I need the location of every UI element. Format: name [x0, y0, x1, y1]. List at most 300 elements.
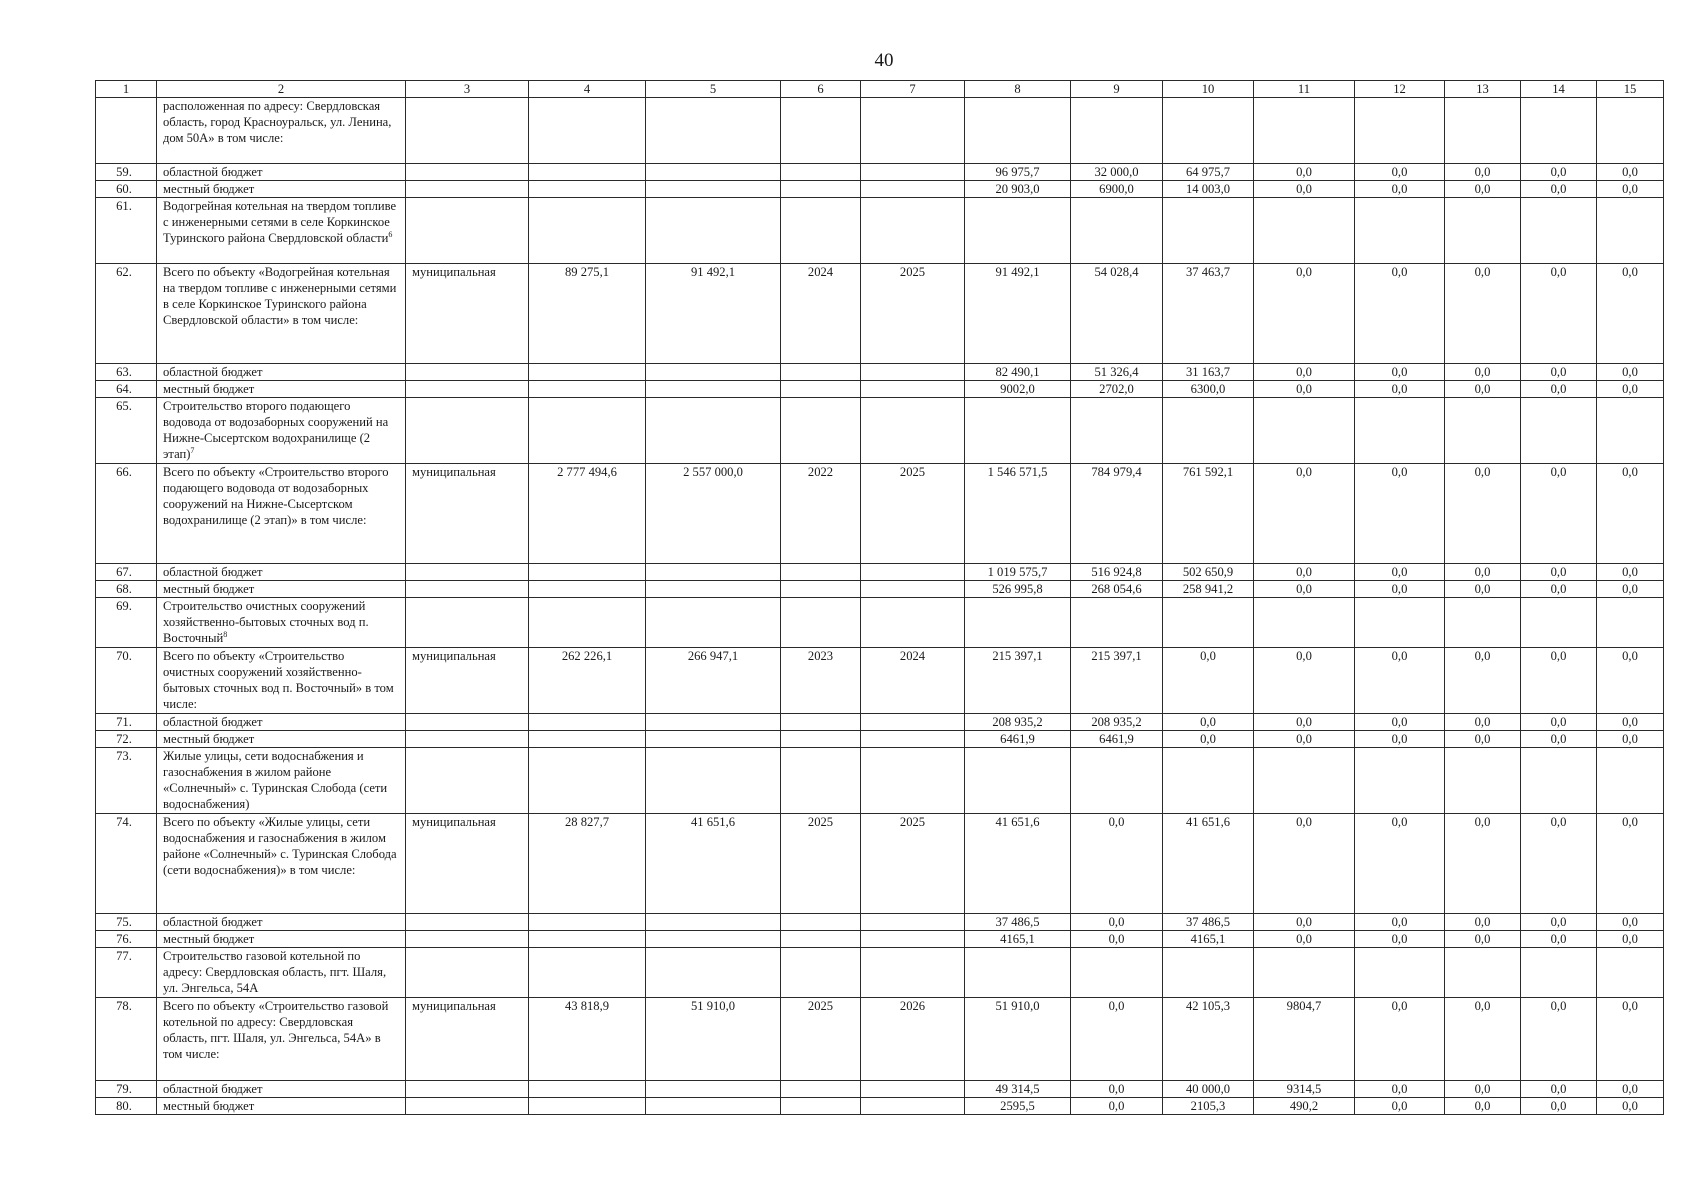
header-cell: 11	[1254, 81, 1355, 98]
value-cell: 40 000,0	[1163, 1081, 1254, 1098]
value-cell: 0,0	[1163, 714, 1254, 731]
value-cell: 0,0	[1521, 581, 1597, 598]
value-cell: 0,0	[1445, 181, 1521, 198]
header-cell: 5	[646, 81, 781, 98]
value-cell	[529, 398, 646, 464]
object-name	[157, 998, 406, 1081]
value-cell: 0,0	[1521, 564, 1597, 581]
value-cell: 0,0	[1445, 581, 1521, 598]
value-cell	[781, 181, 861, 198]
value-cell: 0,0	[1521, 264, 1597, 364]
object-name	[157, 914, 406, 931]
value-cell: 215 397,1	[965, 648, 1071, 714]
object-name-text: местный бюджет	[163, 932, 255, 946]
row-number: 71.	[96, 714, 157, 731]
ownership-type	[406, 198, 529, 264]
value-cell: 0,0	[1597, 381, 1664, 398]
value-cell	[1597, 398, 1664, 464]
object-name	[157, 1098, 406, 1115]
table-row	[96, 948, 1664, 998]
value-cell: 0,0	[1071, 1081, 1163, 1098]
value-cell	[529, 931, 646, 948]
value-cell: 2025	[861, 814, 965, 914]
value-cell: 526 995,8	[965, 581, 1071, 598]
value-cell	[861, 98, 965, 164]
value-cell: 82 490,1	[965, 364, 1071, 381]
value-cell	[861, 1081, 965, 1098]
value-cell: 91 492,1	[646, 264, 781, 364]
object-name-text: областной бюджет	[163, 565, 263, 579]
ownership-type	[406, 931, 529, 948]
object-name	[157, 731, 406, 748]
header-cell: 8	[965, 81, 1071, 98]
value-cell	[1445, 198, 1521, 264]
value-cell: 0,0	[1254, 164, 1355, 181]
header-cell: 13	[1445, 81, 1521, 98]
value-cell: 89 275,1	[529, 264, 646, 364]
object-name	[157, 581, 406, 598]
value-cell: 0,0	[1071, 1098, 1163, 1115]
object-name-text: областной бюджет	[163, 165, 263, 179]
row-number: 75.	[96, 914, 157, 931]
row-number: 78.	[96, 998, 157, 1081]
value-cell	[781, 381, 861, 398]
value-cell: 42 105,3	[1163, 998, 1254, 1081]
table-row	[96, 1081, 1664, 1098]
value-cell: 96 975,7	[965, 164, 1071, 181]
value-cell: 0,0	[1355, 814, 1445, 914]
value-cell: 0,0	[1254, 931, 1355, 948]
value-cell	[1445, 98, 1521, 164]
object-name-text: областной бюджет	[163, 1082, 263, 1096]
value-cell: 215 397,1	[1071, 648, 1163, 714]
ownership-type: муниципальная	[406, 814, 529, 914]
value-cell	[1445, 398, 1521, 464]
header-cell: 3	[406, 81, 529, 98]
value-cell: 0,0	[1521, 714, 1597, 731]
value-cell	[1254, 198, 1355, 264]
value-cell	[1355, 748, 1445, 814]
object-name-text: Строительство газовой котельной по адресу: Свердловская область, пгт. Шаля, ул. Энгельса, 54А	[163, 949, 387, 995]
table-row	[96, 748, 1664, 814]
row-number	[96, 98, 157, 164]
value-cell: 0,0	[1355, 381, 1445, 398]
value-cell	[646, 914, 781, 931]
header-cell: 2	[157, 81, 406, 98]
value-cell: 0,0	[1597, 164, 1664, 181]
value-cell: 51 910,0	[965, 998, 1071, 1081]
value-cell	[861, 748, 965, 814]
table-row	[96, 714, 1664, 731]
value-cell	[965, 98, 1071, 164]
value-cell: 0,0	[1355, 998, 1445, 1081]
value-cell	[1445, 948, 1521, 998]
header-row	[96, 81, 1664, 98]
value-cell	[965, 948, 1071, 998]
row-number: 63.	[96, 364, 157, 381]
value-cell	[861, 948, 965, 998]
value-cell: 0,0	[1254, 648, 1355, 714]
row-number: 61.	[96, 198, 157, 264]
value-cell: 0,0	[1355, 181, 1445, 198]
value-cell	[646, 181, 781, 198]
value-cell	[781, 364, 861, 381]
ownership-type	[406, 164, 529, 181]
ownership-type	[406, 731, 529, 748]
value-cell: 0,0	[1254, 464, 1355, 564]
value-cell	[781, 581, 861, 598]
value-cell: 9002,0	[965, 381, 1071, 398]
row-number: 68.	[96, 581, 157, 598]
value-cell: 0,0	[1521, 1098, 1597, 1115]
value-cell: 0,0	[1254, 814, 1355, 914]
value-cell: 0,0	[1254, 914, 1355, 931]
ownership-type	[406, 364, 529, 381]
object-name	[157, 598, 406, 648]
value-cell: 0,0	[1521, 648, 1597, 714]
object-name	[157, 1081, 406, 1098]
value-cell: 2595,5	[965, 1098, 1071, 1115]
table-body	[96, 81, 1664, 1115]
ownership-type: муниципальная	[406, 264, 529, 364]
object-name	[157, 814, 406, 914]
footnote-mark: 6	[388, 229, 393, 239]
value-cell: 4165,1	[1163, 931, 1254, 948]
value-cell	[646, 398, 781, 464]
value-cell	[1163, 598, 1254, 648]
value-cell	[861, 564, 965, 581]
value-cell: 0,0	[1445, 814, 1521, 914]
table-row	[96, 914, 1664, 931]
table-row	[96, 381, 1664, 398]
value-cell	[1597, 748, 1664, 814]
value-cell: 262 226,1	[529, 648, 646, 714]
value-cell: 0,0	[1597, 1098, 1664, 1115]
value-cell	[1521, 398, 1597, 464]
value-cell	[1163, 748, 1254, 814]
value-cell: 6461,9	[1071, 731, 1163, 748]
object-name	[157, 648, 406, 714]
value-cell: 0,0	[1355, 164, 1445, 181]
value-cell: 43 818,9	[529, 998, 646, 1081]
value-cell: 0,0	[1355, 931, 1445, 948]
table-row	[96, 731, 1664, 748]
header-cell: 1	[96, 81, 157, 98]
value-cell: 0,0	[1597, 364, 1664, 381]
ownership-type: муниципальная	[406, 998, 529, 1081]
value-cell: 0,0	[1597, 564, 1664, 581]
value-cell: 0,0	[1521, 1081, 1597, 1098]
value-cell	[646, 364, 781, 381]
value-cell: 2025	[861, 264, 965, 364]
object-name-text: Всего по объекту «Водогрейная котельная на твердом топливе с инженерными сетями в селе Коркинское Туринского района Свердловской области» в том числе:	[163, 265, 397, 327]
value-cell: 761 592,1	[1163, 464, 1254, 564]
value-cell: 0,0	[1254, 731, 1355, 748]
object-name	[157, 931, 406, 948]
value-cell	[529, 364, 646, 381]
value-cell: 0,0	[1355, 364, 1445, 381]
value-cell: 0,0	[1521, 814, 1597, 914]
ownership-type	[406, 581, 529, 598]
object-name-text: местный бюджет	[163, 1099, 255, 1113]
value-cell	[1254, 598, 1355, 648]
value-cell: 0,0	[1071, 814, 1163, 914]
value-cell: 0,0	[1597, 648, 1664, 714]
value-cell: 31 163,7	[1163, 364, 1254, 381]
row-number: 76.	[96, 931, 157, 948]
row-number: 80.	[96, 1098, 157, 1115]
value-cell: 91 492,1	[965, 264, 1071, 364]
header-cell: 9	[1071, 81, 1163, 98]
value-cell: 258 941,2	[1163, 581, 1254, 598]
value-cell: 9804,7	[1254, 998, 1355, 1081]
object-name-text: Строительство второго подающего водовода от водозаборных сооружений на Нижне-Сысертском водохранилище (2 этап)	[163, 399, 389, 461]
value-cell: 0,0	[1355, 264, 1445, 364]
object-name-text: областной бюджет	[163, 915, 263, 929]
table-row	[96, 1098, 1664, 1115]
value-cell	[1597, 598, 1664, 648]
header-cell: 10	[1163, 81, 1254, 98]
value-cell	[646, 581, 781, 598]
value-cell: 0,0	[1597, 998, 1664, 1081]
value-cell: 51 910,0	[646, 998, 781, 1081]
value-cell: 54 028,4	[1071, 264, 1163, 364]
ownership-type	[406, 564, 529, 581]
table-row	[96, 464, 1664, 564]
value-cell: 0,0	[1445, 731, 1521, 748]
value-cell: 0,0	[1071, 931, 1163, 948]
value-cell: 0,0	[1355, 648, 1445, 714]
ownership-type	[406, 98, 529, 164]
row-number: 73.	[96, 748, 157, 814]
value-cell: 0,0	[1445, 714, 1521, 731]
value-cell	[861, 931, 965, 948]
value-cell	[529, 564, 646, 581]
value-cell: 37 486,5	[1163, 914, 1254, 931]
value-cell: 784 979,4	[1071, 464, 1163, 564]
value-cell: 9314,5	[1254, 1081, 1355, 1098]
value-cell: 0,0	[1445, 564, 1521, 581]
value-cell	[861, 381, 965, 398]
object-name-text: областной бюджет	[163, 365, 263, 379]
value-cell	[1355, 198, 1445, 264]
value-cell	[1521, 748, 1597, 814]
value-cell	[529, 714, 646, 731]
value-cell	[1521, 98, 1597, 164]
row-number: 79.	[96, 1081, 157, 1098]
value-cell	[1521, 198, 1597, 264]
value-cell: 0,0	[1597, 714, 1664, 731]
value-cell	[861, 714, 965, 731]
value-cell: 2025	[781, 814, 861, 914]
value-cell	[1445, 748, 1521, 814]
value-cell: 502 650,9	[1163, 564, 1254, 581]
value-cell: 0,0	[1355, 464, 1445, 564]
value-cell: 0,0	[1597, 931, 1664, 948]
value-cell	[861, 198, 965, 264]
value-cell: 4165,1	[965, 931, 1071, 948]
value-cell: 0,0	[1597, 1081, 1664, 1098]
ownership-type	[406, 914, 529, 931]
object-name	[157, 948, 406, 998]
value-cell: 0,0	[1254, 564, 1355, 581]
value-cell: 0,0	[1445, 931, 1521, 948]
table-row	[96, 98, 1664, 164]
value-cell: 28 827,7	[529, 814, 646, 914]
value-cell	[646, 598, 781, 648]
value-cell	[1254, 748, 1355, 814]
row-number: 59.	[96, 164, 157, 181]
table-row	[96, 181, 1664, 198]
value-cell	[861, 731, 965, 748]
value-cell	[646, 948, 781, 998]
value-cell: 0,0	[1521, 381, 1597, 398]
value-cell	[1071, 98, 1163, 164]
value-cell	[529, 581, 646, 598]
table-row	[96, 931, 1664, 948]
value-cell: 1 019 575,7	[965, 564, 1071, 581]
value-cell: 41 651,6	[646, 814, 781, 914]
table-row	[96, 264, 1664, 364]
ownership-type	[406, 381, 529, 398]
object-name	[157, 714, 406, 731]
value-cell: 0,0	[1521, 998, 1597, 1081]
object-name	[157, 198, 406, 264]
ownership-type: муниципальная	[406, 648, 529, 714]
value-cell	[781, 598, 861, 648]
value-cell	[529, 98, 646, 164]
ownership-type	[406, 948, 529, 998]
value-cell	[781, 398, 861, 464]
table-row	[96, 581, 1664, 598]
table-row	[96, 398, 1664, 464]
ownership-type: муниципальная	[406, 464, 529, 564]
value-cell: 64 975,7	[1163, 164, 1254, 181]
row-number: 65.	[96, 398, 157, 464]
value-cell	[1355, 598, 1445, 648]
value-cell	[529, 1081, 646, 1098]
value-cell: 0,0	[1445, 364, 1521, 381]
value-cell	[529, 948, 646, 998]
ownership-type	[406, 398, 529, 464]
header-cell: 14	[1521, 81, 1597, 98]
value-cell: 51 326,4	[1071, 364, 1163, 381]
value-cell: 0,0	[1597, 731, 1664, 748]
value-cell	[781, 914, 861, 931]
value-cell	[861, 181, 965, 198]
value-cell	[861, 164, 965, 181]
header-cell: 6	[781, 81, 861, 98]
value-cell: 2026	[861, 998, 965, 1081]
value-cell	[1071, 748, 1163, 814]
row-number: 74.	[96, 814, 157, 914]
value-cell: 2025	[861, 464, 965, 564]
value-cell	[965, 598, 1071, 648]
value-cell: 0,0	[1254, 264, 1355, 364]
object-name-text: Строительство очистных сооружений хозяйственно-бытовых сточных вод п. Восточный	[163, 599, 369, 645]
value-cell	[529, 1098, 646, 1115]
value-cell	[781, 164, 861, 181]
value-cell	[1163, 98, 1254, 164]
value-cell	[1071, 398, 1163, 464]
object-name	[157, 181, 406, 198]
value-cell	[529, 914, 646, 931]
value-cell: 0,0	[1355, 914, 1445, 931]
page-number: 40	[874, 50, 894, 71]
value-cell	[529, 164, 646, 181]
value-cell	[965, 748, 1071, 814]
row-number: 64.	[96, 381, 157, 398]
value-cell	[1445, 598, 1521, 648]
value-cell	[1071, 198, 1163, 264]
value-cell	[1071, 598, 1163, 648]
value-cell	[1254, 948, 1355, 998]
table-row	[96, 598, 1664, 648]
value-cell: 0,0	[1445, 264, 1521, 364]
value-cell	[1355, 398, 1445, 464]
value-cell	[781, 98, 861, 164]
value-cell	[1254, 398, 1355, 464]
value-cell: 0,0	[1071, 914, 1163, 931]
value-cell	[1071, 948, 1163, 998]
object-name	[157, 264, 406, 364]
value-cell	[781, 198, 861, 264]
value-cell	[646, 381, 781, 398]
row-number: 60.	[96, 181, 157, 198]
value-cell: 266 947,1	[646, 648, 781, 714]
value-cell: 0,0	[1163, 648, 1254, 714]
value-cell	[1521, 948, 1597, 998]
value-cell	[861, 914, 965, 931]
value-cell: 0,0	[1355, 1081, 1445, 1098]
value-cell	[1597, 98, 1664, 164]
value-cell: 0,0	[1355, 714, 1445, 731]
object-name	[157, 748, 406, 814]
value-cell	[529, 381, 646, 398]
object-name	[157, 464, 406, 564]
row-number: 70.	[96, 648, 157, 714]
value-cell: 2105,3	[1163, 1098, 1254, 1115]
value-cell: 0,0	[1445, 1081, 1521, 1098]
value-cell	[1597, 948, 1664, 998]
row-number: 67.	[96, 564, 157, 581]
value-cell	[1521, 598, 1597, 648]
row-number: 72.	[96, 731, 157, 748]
value-cell: 2022	[781, 464, 861, 564]
object-name-text: местный бюджет	[163, 732, 255, 746]
table-row	[96, 648, 1664, 714]
value-cell: 0,0	[1254, 381, 1355, 398]
object-name-text: Жилые улицы, сети водоснабжения и газоснабжения в жилом районе «Солнечный» с. Туринская Слобода (сети водоснабжения)	[163, 749, 388, 811]
value-cell	[781, 731, 861, 748]
ownership-type	[406, 1098, 529, 1115]
value-cell: 0,0	[1445, 914, 1521, 931]
value-cell	[965, 198, 1071, 264]
ownership-type	[406, 181, 529, 198]
value-cell: 0,0	[1521, 164, 1597, 181]
value-cell: 14 003,0	[1163, 181, 1254, 198]
object-name	[157, 564, 406, 581]
value-cell: 268 054,6	[1071, 581, 1163, 598]
object-name	[157, 398, 406, 464]
value-cell: 0,0	[1254, 714, 1355, 731]
value-cell: 6300,0	[1163, 381, 1254, 398]
value-cell: 0,0	[1597, 264, 1664, 364]
ownership-type	[406, 598, 529, 648]
value-cell: 2 777 494,6	[529, 464, 646, 564]
value-cell: 0,0	[1254, 581, 1355, 598]
value-cell: 41 651,6	[1163, 814, 1254, 914]
